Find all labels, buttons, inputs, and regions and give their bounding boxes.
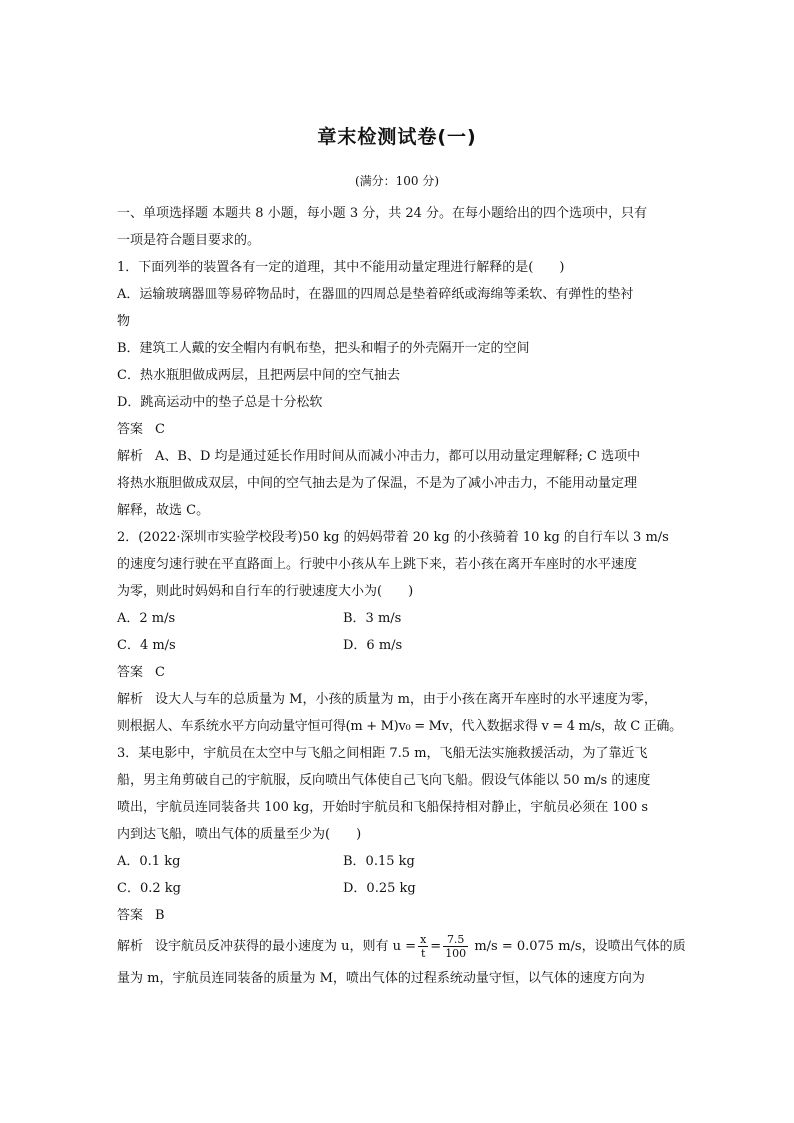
equals-sign: = <box>430 939 442 954</box>
q3-option-b: B．0.15 kg <box>343 854 415 869</box>
q3-analysis: 设宇航员反冲获得的最小速度为 u，则有 u = <box>155 939 417 954</box>
fraction-denominator: t <box>420 947 426 960</box>
q3-stem: 3．某电影中，宇航员在太空中与飞船之间相距 7.5 m，飞船无法实施救援活动，为了靠近飞 <box>117 746 648 761</box>
fraction-denominator: 100 <box>445 947 467 960</box>
q3-stem-end: 内到达飞船，喷出气体的质量至少为( ) <box>117 827 362 842</box>
q3-answer-line <box>117 902 679 929</box>
section-heading-line <box>117 200 679 227</box>
q2-analysis-cont: 则根据人、车系统水平方向动量守恒可得(m + M)v₀ = Mv，代入数据求得 v = 4 m/s，故 C 正确。 <box>117 719 682 734</box>
q2-option-d: D．6 m/s <box>343 638 403 653</box>
section-heading: 一、单项选择题 <box>117 206 209 221</box>
q2-analysis: 设大人与车的总质量为 M，小孩的质量为 m，由于小孩在离开车座时的水平速度为零， <box>155 692 657 707</box>
q3-analysis-result: m/s = 0.075 m/s，设喷出气体的质 <box>470 939 686 954</box>
q1-analysis-end: 解释，故选 C。 <box>117 503 210 518</box>
q2-options-row-1 <box>117 605 679 632</box>
fraction-numerator: x <box>420 933 427 946</box>
q3-option-c: C．0.2 kg <box>117 881 181 896</box>
q2-answer: C <box>155 665 165 680</box>
page-title: 章末检测试卷(一) <box>317 126 477 148</box>
analysis-label: 解析 <box>117 449 144 464</box>
q3-option-d: D．0.25 kg <box>343 881 416 896</box>
q3-option-a: A．0.1 kg <box>117 854 181 869</box>
q2-answer-line <box>117 659 679 686</box>
q3-options-row-1 <box>117 848 679 875</box>
analysis-label: 解析 <box>117 939 144 954</box>
q2-stem: 2．(2022·深圳市实验学校段考)50 kg 的妈妈带着 20 kg 的小孩骑着 10 kg 的自行车以 3 m/s <box>117 530 669 545</box>
q3-stem-cont-2: 喷出，宇航员连同装备共 100 kg，开始时宇航员和飞船保持相对静止，宇航员必须在 100 s <box>117 800 649 815</box>
q2-option-b: B．3 m/s <box>343 611 402 626</box>
q2-option-c: C．4 m/s <box>117 638 176 653</box>
q3-analysis-cont: 量为 m，宇航员连同装备的质量为 M，喷出气体的过程系统动量守恒，以气体的速度方向为 <box>117 971 645 986</box>
section-description: 本题共 8 小题，每小题 3 分，共 24 分。在每小题给出的四个选项中，只有 <box>208 206 648 221</box>
q2-options-row-2 <box>117 632 679 659</box>
q1-analysis-cont: 将热水瓶胆做成双层，中间的空气抽去是为了保温，不是为了减小冲击力，不能用动量定理 <box>117 476 638 491</box>
q1-option-d: D．跳高运动中的垫子总是十分松软 <box>117 395 323 410</box>
q1-option-a: A．运输玻璃器皿等易碎物品时，在器皿的四周总是垫着碎纸或海绵等柔软、有弹性的垫衬 <box>117 287 634 302</box>
q3-options-row-2 <box>117 875 679 902</box>
fraction-numerator: 7.5 <box>443 933 468 947</box>
q1-stem: 1．下面列举的装置各有一定的道理，其中不能用动量定理进行解释的是( ) <box>117 260 565 275</box>
q1-option-c: C．热水瓶胆做成两层，且把两层中间的空气抽去 <box>117 368 400 383</box>
score-note: (满分：100 分) <box>354 174 440 188</box>
answer-label: 答案 <box>117 665 144 680</box>
q1-analysis: A、B、D 均是通过延长作用时间从而减小冲击力，都可以用动量定理解释; C 选项中 <box>155 449 641 464</box>
q1-option-a-cont: 物 <box>117 314 131 329</box>
fraction-x-over-t <box>418 933 428 960</box>
q3-analysis-line <box>117 929 686 965</box>
answer-label: 答案 <box>117 422 144 437</box>
q3-answer: B <box>155 908 165 923</box>
q1-answer-line <box>117 416 679 443</box>
q2-option-a: A．2 m/s <box>117 611 176 626</box>
q1-answer: C <box>155 422 165 437</box>
q1-analysis-line <box>117 443 679 470</box>
analysis-label: 解析 <box>117 692 144 707</box>
answer-label: 答案 <box>117 908 144 923</box>
q1-option-b: B．建筑工人戴的安全帽内有帆布垫，把头和帽子的外壳隔开一定的空间 <box>117 341 530 356</box>
q2-stem-cont: 的速度匀速行驶在平直路面上。行驶中小孩从车上跳下来，若小孩在离开车座时的水平速度 <box>117 557 638 572</box>
q2-stem-end: 为零，则此时妈妈和自行车的行驶速度大小为( ) <box>117 584 414 599</box>
fraction-value <box>443 933 468 960</box>
q3-stem-cont-1: 船，男主角剪破自己的宇航服，反向喷出气体使自己飞向飞船。假设气体能以 50 m/s 的速度 <box>117 773 651 788</box>
section-description-cont: 一项是符合题目要求的。 <box>117 233 261 248</box>
document-body <box>117 200 686 992</box>
q2-analysis-line <box>117 686 679 713</box>
